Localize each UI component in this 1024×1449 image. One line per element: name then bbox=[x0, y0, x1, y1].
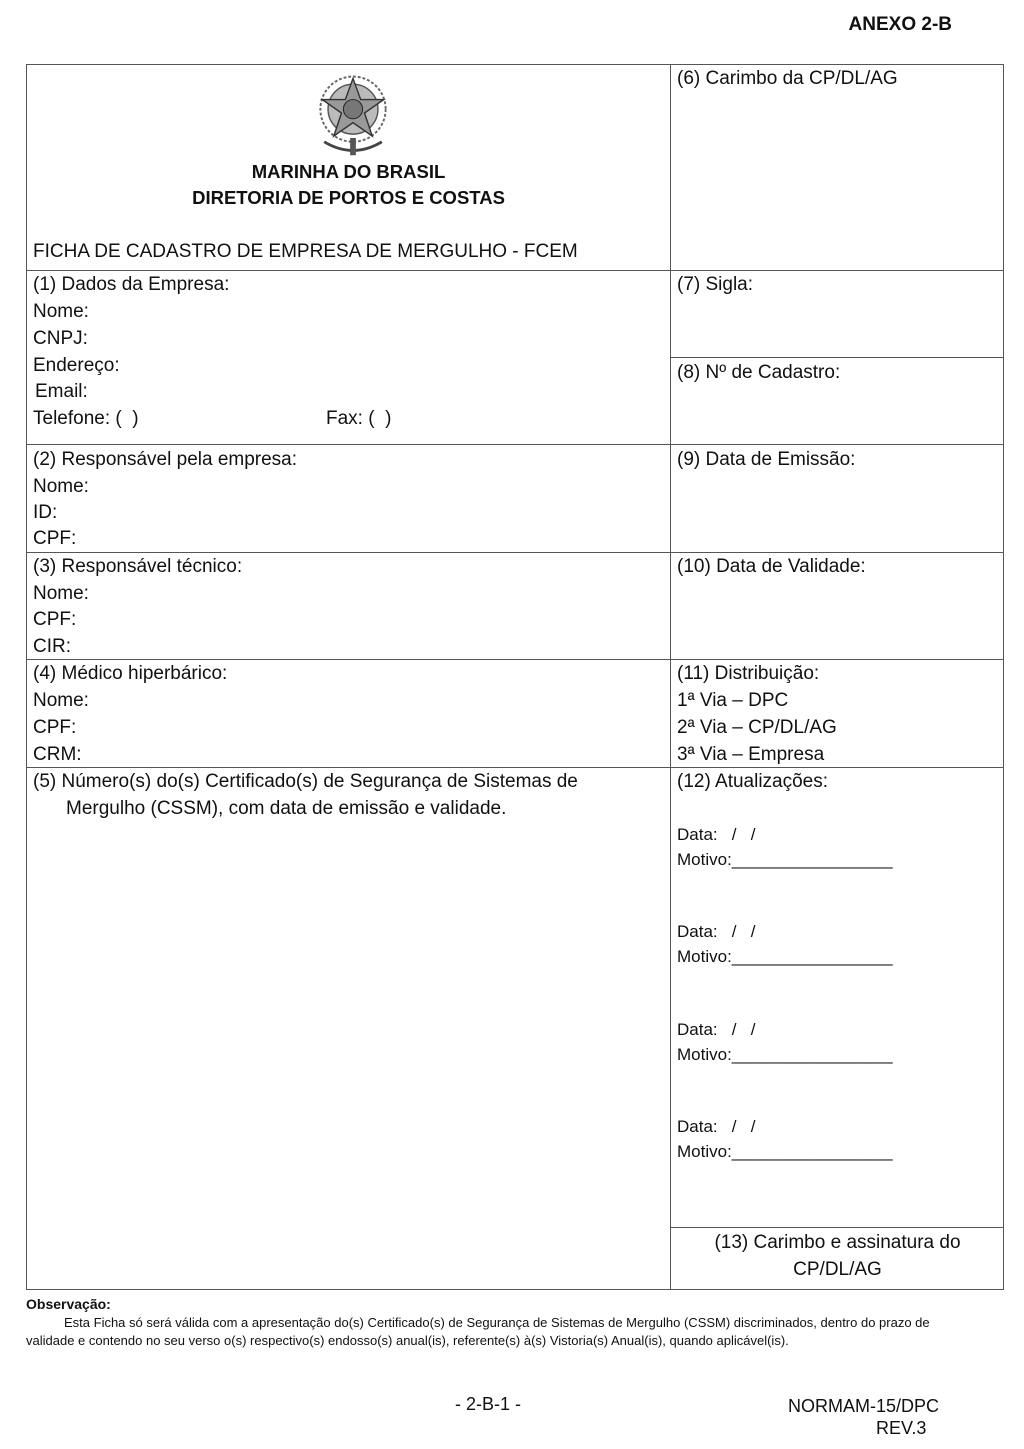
s12-update-date: Data: / / bbox=[677, 1117, 756, 1136]
s1-email-label: Email: bbox=[35, 381, 88, 402]
s12-update-reason: Motivo:_________________ bbox=[677, 1045, 893, 1064]
s12-update-reason: Motivo:_________________ bbox=[677, 1142, 893, 1161]
s12-update-date: Data: / / bbox=[677, 825, 756, 844]
registration-form bbox=[26, 64, 1004, 1290]
s3-title: (3) Responsável técnico: bbox=[33, 556, 243, 577]
observation-title: Observação: bbox=[26, 1296, 111, 1312]
s8-registration-number-label: (8) Nº de Cadastro: bbox=[677, 362, 841, 383]
divider-s12 bbox=[670, 1227, 1003, 1228]
s4-crm-label: CRM: bbox=[33, 744, 82, 765]
org-name-line2: DIRETORIA DE PORTOS E COSTAS bbox=[192, 187, 505, 208]
s12-update-date: Data: / / bbox=[677, 922, 756, 941]
form-title: FICHA DE CADASTRO DE EMPRESA DE MERGULHO - FCEM bbox=[33, 241, 578, 262]
s13-signature-line2: CP/DL/AG bbox=[793, 1259, 882, 1280]
s11-copy-1: 1ª Via – DPC bbox=[677, 690, 789, 711]
s12-updates-title: (12) Atualizações: bbox=[677, 771, 829, 792]
annex-label: ANEXO 2-B bbox=[848, 14, 952, 35]
s2-cpf-label: CPF: bbox=[33, 528, 77, 549]
page-number: - 2-B-1 - bbox=[455, 1394, 522, 1414]
s4-cpf-label: CPF: bbox=[33, 717, 77, 738]
s3-cpf-label: CPF: bbox=[33, 609, 77, 630]
s10-validity-date-label: (10) Data de Validade: bbox=[677, 556, 866, 577]
s11-copy-2: 2ª Via – CP/DL/AG bbox=[677, 717, 837, 738]
s1-name-label: Nome: bbox=[33, 301, 89, 322]
observation-text: Esta Ficha só será válida com a apresentação do(s) Certificado(s) de Segurança de Sistemas de Mergulho (CSSM) discriminados, dentro do prazo de validade e contendo no seu verso o(s) respectivo(s) endosso(s) anual(is), referente(s) à(s) Vistoria(s) Anual(is), quando aplicável(is). bbox=[26, 1315, 930, 1348]
revision-label: REV.3 bbox=[876, 1418, 927, 1438]
s1-title: (1) Dados da Empresa: bbox=[33, 274, 230, 295]
s12-update-reason: Motivo:_________________ bbox=[677, 850, 893, 869]
coat-of-arms-emblem bbox=[305, 65, 401, 161]
divider-s7 bbox=[670, 357, 1003, 358]
s7-acronym-label: (7) Sigla: bbox=[677, 274, 754, 295]
s12-update-reason: Motivo:_________________ bbox=[677, 947, 893, 966]
s9-issue-date-label: (9) Data de Emissão: bbox=[677, 449, 856, 470]
org-name-line1: MARINHA DO BRASIL bbox=[251, 161, 446, 182]
norm-reference: NORMAM-15/DPC bbox=[788, 1396, 940, 1416]
s3-cir-label: CIR: bbox=[33, 636, 71, 657]
s1-fax-label: Fax: ( ) bbox=[326, 408, 392, 429]
s6-stamp-label: (6) Carimbo da CP/DL/AG bbox=[677, 68, 898, 89]
s4-title: (4) Médico hiperbárico: bbox=[33, 663, 228, 684]
s13-signature-line1: (13) Carimbo e assinatura do bbox=[714, 1232, 961, 1253]
column-divider bbox=[670, 65, 671, 1289]
s2-name-label: Nome: bbox=[33, 476, 89, 497]
s2-title: (2) Responsável pela empresa: bbox=[33, 449, 298, 470]
s1-address-label: Endereço: bbox=[33, 355, 120, 376]
s5-certificates-line1: (5) Número(s) do(s) Certificado(s) de Segurança de Sistemas de bbox=[33, 771, 578, 792]
s1-phone-label: Telefone: ( ) bbox=[33, 408, 139, 429]
s12-update-date: Data: / / bbox=[677, 1020, 756, 1039]
s5-certificates-line2: Mergulho (CSSM), com data de emissão e validade. bbox=[66, 798, 507, 819]
s2-id-label: ID: bbox=[33, 502, 58, 523]
s4-name-label: Nome: bbox=[33, 690, 89, 711]
s11-distribution-title: (11) Distribuição: bbox=[677, 663, 820, 684]
s3-name-label: Nome: bbox=[33, 583, 89, 604]
s11-copy-3: 3ª Via – Empresa bbox=[677, 744, 825, 765]
s1-cnpj-label: CNPJ: bbox=[33, 328, 88, 349]
divider-s1 bbox=[27, 444, 1003, 445]
